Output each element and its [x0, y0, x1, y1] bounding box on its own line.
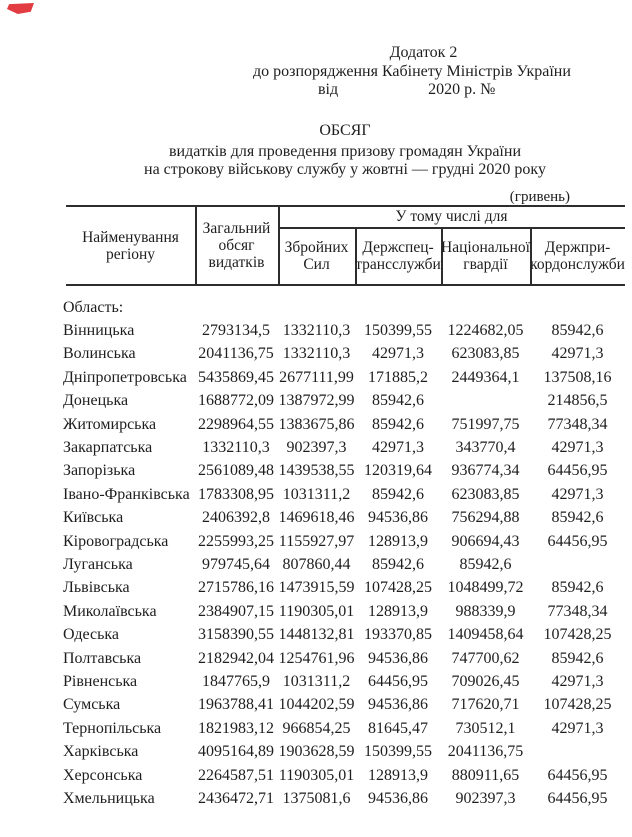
- cell-armed-forces: 1448132,81: [278, 626, 355, 644]
- cell-transservice: 107428,25: [364, 579, 432, 597]
- date-from-label: від: [318, 81, 339, 98]
- cell-border-service: 85942,6: [551, 649, 604, 667]
- cell-border-service: 64456,95: [547, 462, 608, 480]
- region-name: Область:: [63, 298, 124, 316]
- table-row: [63, 390, 625, 413]
- cell-border-service: 42971,3: [551, 672, 604, 690]
- table-row: [63, 483, 625, 506]
- cell-armed-forces: 902397,3: [286, 439, 347, 457]
- table-row: [63, 647, 625, 670]
- cell-transservice: 94536,86: [368, 509, 428, 527]
- cell-border-service: 42971,3: [551, 485, 604, 503]
- cell-transservice: 81645,47: [368, 719, 428, 737]
- cell-national-guard: 717620,71: [451, 696, 520, 714]
- doc-subtitle-2: на строкову військову службу у жовтні — грудні 2020 року: [144, 161, 546, 178]
- cell-transservice: 128913,9: [368, 766, 428, 784]
- cell-armed-forces: 1375081,6: [282, 789, 351, 807]
- doc-title: ОБСЯГ: [319, 122, 371, 139]
- region-name: Кіровоградська: [63, 532, 169, 550]
- cell-national-guard: 880911,65: [451, 766, 520, 784]
- region-name: Херсонська: [63, 766, 143, 784]
- cell-armed-forces: 807860,44: [282, 555, 351, 573]
- region-name: Київська: [63, 509, 124, 527]
- cell-total: 2561089,48: [198, 462, 274, 480]
- cell-transservice: 85942,6: [372, 555, 424, 573]
- appendix-number: Додаток 2: [389, 44, 458, 61]
- cell-total: 3158390,55: [198, 626, 274, 644]
- cell-total: 1847765,9: [202, 672, 270, 690]
- cell-border-service: 214856,5: [547, 392, 608, 410]
- cell-armed-forces: 1469618,46: [278, 509, 355, 527]
- cell-border-service: 85942,6: [551, 579, 604, 597]
- cell-transservice: 120319,64: [364, 462, 432, 480]
- cell-total: 2264587,51: [198, 766, 274, 784]
- cell-total: 1783308,95: [198, 485, 274, 503]
- cell-border-service: 64456,95: [547, 789, 608, 807]
- appendix-date-line: [253, 81, 594, 100]
- table-row: [63, 366, 625, 389]
- cell-national-guard: 85942,6: [459, 555, 512, 573]
- table-row: [63, 413, 625, 436]
- cell-border-service: 42971,3: [551, 719, 604, 737]
- region-name: Хмельницька: [63, 789, 155, 807]
- currency-note: (гривень): [509, 189, 570, 205]
- cell-total: 2041136,75: [198, 345, 274, 363]
- cell-armed-forces: 966854,25: [282, 719, 351, 737]
- table-row: [63, 553, 625, 576]
- column-header-transservice: [355, 228, 441, 284]
- cell-transservice: 42971,3: [372, 345, 424, 363]
- cell-transservice: 128913,9: [368, 532, 428, 550]
- cell-border-service: 42971,3: [551, 345, 604, 363]
- cell-transservice: 94536,86: [368, 789, 428, 807]
- cell-national-guard: 756294,88: [451, 509, 520, 527]
- cell-transservice: 94536,86: [368, 696, 428, 714]
- table-body: [63, 296, 625, 811]
- cell-armed-forces: 1155927,97: [278, 532, 355, 550]
- region-name: Івано-Франківська: [63, 485, 190, 503]
- cell-armed-forces: 1190305,01: [278, 602, 355, 620]
- cell-transservice: 193370,85: [364, 626, 432, 644]
- region-name: Одеська: [63, 626, 120, 644]
- cell-border-service: 77348,34: [547, 602, 608, 620]
- cell-transservice: 128913,9: [368, 602, 428, 620]
- cell-armed-forces: 1439538,55: [278, 462, 355, 480]
- cell-armed-forces: 1473915,59: [278, 579, 355, 597]
- cell-armed-forces: 1254761,96: [278, 649, 355, 667]
- title-block: [30, 122, 632, 179]
- cell-transservice: 85942,6: [372, 392, 424, 410]
- region-name: Миколаївська: [63, 602, 157, 620]
- table-header: [66, 205, 625, 286]
- cell-transservice: 64456,95: [368, 672, 428, 690]
- cell-total: 2406392,8: [202, 509, 270, 527]
- red-corner-mark: [7, 3, 34, 14]
- table-row: [63, 787, 625, 810]
- table-row: [63, 717, 625, 740]
- cell-total: 2182942,04: [198, 649, 274, 667]
- cell-total: 2298964,55: [198, 415, 274, 433]
- cell-national-guard: 902397,3: [455, 789, 516, 807]
- cell-armed-forces: 1387972,99: [278, 392, 355, 410]
- cell-border-service: 85942,6: [551, 322, 604, 340]
- column-header-line: Сил: [303, 256, 330, 273]
- cell-national-guard: 1048499,72: [447, 579, 524, 597]
- cell-total: 1332110,3: [202, 439, 270, 457]
- cell-total: 2436472,71: [198, 789, 274, 807]
- cell-national-guard: 936774,34: [451, 462, 520, 480]
- cell-border-service: 107428,25: [543, 696, 612, 714]
- table-row: [63, 764, 625, 787]
- cell-transservice: 171885,2: [368, 368, 428, 386]
- region-name: Донецька: [63, 392, 129, 410]
- column-header-line: кордонслужби: [530, 256, 625, 273]
- cell-armed-forces: 1332110,3: [282, 322, 351, 340]
- cell-total: 2715786,16: [198, 579, 274, 597]
- column-header-line: Загальний: [202, 220, 271, 237]
- region-name: Закарпатська: [63, 439, 153, 457]
- cell-national-guard: 1224682,05: [447, 322, 524, 340]
- cell-transservice: 150399,55: [364, 322, 432, 340]
- table-row: [63, 740, 625, 763]
- cell-national-guard: 343770,4: [455, 439, 516, 457]
- region-name: Полтавська: [63, 649, 142, 667]
- table-row: [63, 670, 625, 693]
- column-header-total: [195, 207, 278, 284]
- cell-total: 1821983,12: [198, 719, 274, 737]
- cell-national-guard: 623083,85: [451, 345, 520, 363]
- cell-total: 979745,64: [202, 555, 270, 573]
- table-row: [63, 319, 625, 342]
- column-header-line: Держпри-: [544, 239, 611, 256]
- column-header-group: У тому числі для: [395, 208, 508, 225]
- table-row: [63, 600, 625, 623]
- table-row: [63, 530, 625, 553]
- cell-total: 5435869,45: [198, 368, 274, 386]
- column-header-line: регіону: [105, 245, 156, 263]
- column-header-line: трансслужби: [355, 256, 441, 273]
- cell-armed-forces: 1190305,01: [278, 766, 355, 784]
- column-header-national-guard: [441, 228, 530, 284]
- cell-armed-forces: 1031311,2: [282, 485, 351, 503]
- column-header-line: видатків: [208, 254, 265, 271]
- region-name: Дніпропетровська: [63, 368, 187, 386]
- cell-border-service: 85942,6: [551, 509, 604, 527]
- appendix-block: [253, 44, 594, 100]
- cell-total: 2384907,15: [198, 602, 274, 620]
- column-header-line: Збройних: [284, 239, 349, 256]
- cell-national-guard: 2449364,1: [451, 368, 520, 386]
- cell-transservice: 85942,6: [372, 415, 424, 433]
- cell-border-service: 107428,25: [543, 626, 612, 644]
- cell-armed-forces: 1031311,2: [282, 672, 351, 690]
- cell-armed-forces: 1383675,86: [278, 415, 355, 433]
- table-row: [63, 694, 625, 717]
- cell-border-service: 42971,3: [551, 439, 604, 457]
- cell-national-guard: 1409458,64: [447, 626, 524, 644]
- cell-total: 2255993,25: [198, 532, 274, 550]
- column-header-border-service: [530, 228, 625, 284]
- cell-transservice: 42971,3: [372, 439, 424, 457]
- table-row: [63, 296, 625, 319]
- region-name: Вінницька: [63, 322, 135, 340]
- table-row: [63, 343, 625, 366]
- cell-armed-forces: 1903628,59: [278, 743, 355, 761]
- cell-national-guard: 623083,85: [451, 485, 520, 503]
- column-header-line: Держспец-: [362, 239, 434, 256]
- cell-national-guard: 709026,45: [451, 672, 520, 690]
- cell-total: 2793134,5: [202, 322, 270, 340]
- region-name: Харківська: [63, 743, 139, 761]
- column-header-line: Найменування: [82, 228, 179, 246]
- region-name: Тернопільська: [63, 719, 162, 737]
- cell-border-service: 137508,16: [543, 368, 612, 386]
- table-row: [63, 460, 625, 483]
- region-name: Сумська: [63, 696, 121, 714]
- column-header-line: Національної: [441, 239, 530, 256]
- doc-subtitle-1: видатків для проведення призову громадян України: [169, 143, 521, 160]
- table-row: [63, 577, 625, 600]
- cell-national-guard: 906694,43: [451, 532, 520, 550]
- date-year-label: 2020 р. №: [428, 81, 496, 98]
- cell-total: 1963788,41: [198, 696, 274, 714]
- cell-armed-forces: 1332110,3: [282, 345, 351, 363]
- cell-transservice: 85942,6: [372, 485, 424, 503]
- table-row: [63, 507, 625, 530]
- cell-national-guard: 2041136,75: [447, 743, 524, 761]
- cell-national-guard: 730512,1: [455, 719, 516, 737]
- cell-total: 1688772,09: [198, 392, 274, 410]
- cell-national-guard: 751997,75: [451, 415, 520, 433]
- column-header-region: [66, 207, 195, 284]
- cell-transservice: 150399,55: [364, 743, 432, 761]
- cell-border-service: 64456,95: [547, 766, 608, 784]
- appendix-to-order: до розпорядження Кабінету Міністрів України: [253, 62, 571, 80]
- cell-border-service: 64456,95: [547, 532, 608, 550]
- cell-armed-forces: 1044202,59: [278, 696, 355, 714]
- region-name: Запорізька: [63, 462, 136, 480]
- region-name: Рівненська: [63, 672, 138, 690]
- region-name: Житомирська: [63, 415, 157, 433]
- cell-national-guard: 988339,9: [455, 602, 516, 620]
- table-row: [63, 436, 625, 459]
- column-header-armed-forces: [278, 228, 355, 284]
- column-header-line: обсяг: [218, 237, 255, 254]
- cell-armed-forces: 2677111,99: [279, 368, 354, 386]
- table-row: [63, 623, 625, 646]
- cell-national-guard: 747700,62: [451, 649, 520, 667]
- region-name: Луганська: [63, 555, 133, 573]
- cell-transservice: 94536,86: [368, 649, 428, 667]
- region-name: Львівська: [63, 579, 130, 597]
- column-header-line: гвардії: [463, 256, 508, 273]
- region-name: Волинська: [63, 345, 136, 363]
- cell-border-service: 77348,34: [547, 415, 608, 433]
- cell-total: 4095164,89: [198, 743, 274, 761]
